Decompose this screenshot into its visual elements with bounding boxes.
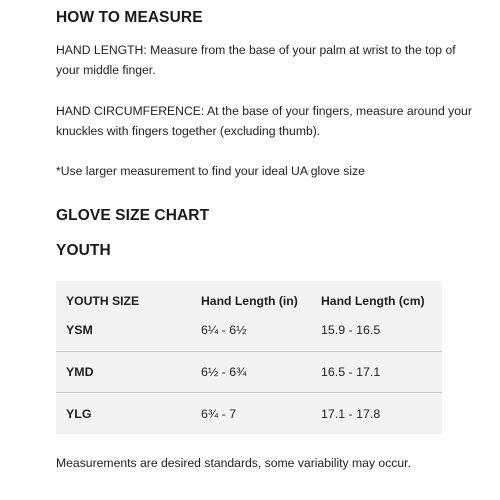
hand-circumference-instruction: HAND CIRCUMFERENCE: At the base of your fingers, measure around your knuckles with fingers together (excluding thumb). <box>56 104 472 138</box>
length-in-cell: 6¾ - 7 <box>201 406 237 421</box>
size-cell: YLG <box>66 406 92 421</box>
table-header-row <box>56 281 442 321</box>
measurement-disclaimer: Measurements are desired standards, some variability may occur. <box>56 456 411 470</box>
size-cell: YMD <box>66 365 94 379</box>
size-table <box>56 281 442 434</box>
length-cm-cell: 17.1 - 17.8 <box>321 406 381 421</box>
length-in-cell: 6½ - 6¾ <box>201 365 247 379</box>
header-hand-length-in: Hand Length (in) <box>201 294 298 308</box>
sizing-note: *Use larger measurement to find your ideal UA glove size <box>56 164 365 178</box>
how-to-measure-title: HOW TO MEASURE <box>56 9 203 26</box>
table-row <box>56 321 442 352</box>
header-hand-length-cm: Hand Length (cm) <box>321 294 425 308</box>
size-cell: YSM <box>66 323 93 337</box>
header-youth-size: YOUTH SIZE <box>66 294 140 308</box>
hand-length-instruction: HAND LENGTH: Measure from the base of your palm at wrist to the top of your middle finger. <box>56 43 456 77</box>
table-row <box>56 352 442 393</box>
glove-size-chart-title: GLOVE SIZE CHART <box>56 207 210 224</box>
youth-subtitle: YOUTH <box>56 242 111 259</box>
length-cm-cell: 15.9 - 16.5 <box>321 323 381 337</box>
length-in-cell: 6¼ - 6½ <box>201 323 247 337</box>
table-row <box>56 393 442 434</box>
length-cm-cell: 16.5 - 17.1 <box>321 365 381 379</box>
